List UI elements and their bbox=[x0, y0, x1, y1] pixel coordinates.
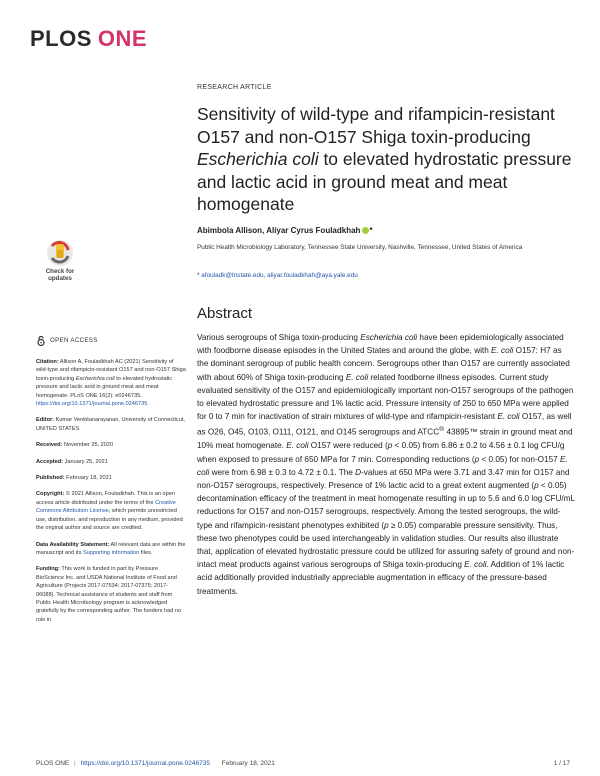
author-list bbox=[197, 226, 373, 235]
footer-date: February 18, 2021 bbox=[221, 760, 275, 767]
citation-doi-link[interactable]: https://doi.org/10.1371/journal.pone.0246735 bbox=[36, 401, 148, 408]
article-type: RESEARCH ARTICLE bbox=[197, 84, 272, 91]
abstract-heading: Abstract bbox=[197, 305, 253, 322]
logo-one: ONE bbox=[97, 26, 148, 51]
article-title: Sensitivity of wild-type and rifampicin-resistant O157 and non-O157 Shiga toxin-producing Escherichia coli to elevated hydrostatic pressure and lactic acid in ground meat and meat homogenate bbox=[197, 104, 572, 214]
page-number: 1 / 17 bbox=[553, 760, 570, 767]
email-link-2[interactable]: aliyar.fouladkhah@aya.yale.edu bbox=[267, 272, 358, 279]
copyright: Copyright: © 2021 Allison, Fouladkhah. This is an open access article distributed under the terms of the Creative Commons Attribution License, which permits unrestricted use, distribution, and reproduction in any medium, provided the original author and source are credited. bbox=[36, 491, 183, 532]
email-link-1[interactable]: afouladk@tnstate.edu bbox=[201, 272, 264, 279]
logo-plos: PLOS bbox=[30, 26, 92, 51]
abstract-body: Various serogroups of Shiga toxin-producing Escherichia coli have been epidemiologically associated with foodborne disease episodes in the United States and around the globe, with E. coli O157: H7 as the dominant serogroup of public health concern. Serogroups other than O157 are currently associated with about 60% of Shiga toxin-producing E. coli related foodborne illness episodes. Current study evaluated sensitivity of the O157 and epidemiologically important non-O157 serogroups of the pathogen to elevated hydrostatic pressure and 1% lactic acid. Pressure intensity of 250 to 650 MPa were applied for 0 to 7 min for inactivation of strain mixtures of wild-type and rifampicin-resistant E. coli O157, as well as O26, O45, O103, O111, O121, and O145 serogroups and ATCC® 43895™ strain in ground meat and 10% meat homogenate. E. coli O157 were reduced (p < 0.05) from 6.86 ± 0.2 to 4.56 ± 0.1 log CFU/g when exposed to pressure of 650 MPa for 7 min. Corresponding reductions (p < 0.05) for non-O157 E. coli were from 6.98 ± 0.3 to 4.72 ± 0.1. The D-values at 650 MPa were 3.71 and 3.47 min for O157 and non-O157 serogroups, respectively. Presence of 1% lactic acid to a great extent augmented (p < 0.05) decontamination efficacy of the treatment in meat homogenate resulting in up to 5.6 and 6.0 log CFU/mL reductions for O157 and non-O157 serogroups, respectively. Among the tested serogroups, the wild-type and rifampicin-resistant phenotypes exhibited (p ≥ 0.05) comparable pressure sensitivity. Thus, these two phenotypes could be used interchangeably in validation studies. Our results also illustrate that, application of elevated hydrostatic pressure could be utilized for assuring safety of ground and non-intact meat products against various serogroups of Shiga toxin-producing E. coli. Addition of 1% lactic acid additionally provided industrially appreciable augmentation in efficacy of the pressure-based treatments. bbox=[197, 333, 575, 596]
funding: Funding: This work is funded in part by Pressure BioScience Inc. and USDA National Institute of Food and Agriculture (Projects 2017-07534; 2017-07375; 2017-06088). Technical assistance of students and staff from Public Health Microbiology program is acknowledged gratefully by the corresponding author. The funders had no role in bbox=[36, 566, 182, 623]
check-for-updates-label[interactable]: Check for updates bbox=[45, 268, 75, 282]
contact-emails: * afouladk@tnstate.edu, aliyar.fouladkhah@aya.yale.edu bbox=[197, 272, 358, 279]
supporting-info-link[interactable]: Supporting information bbox=[82, 549, 140, 556]
footer-journal: PLOS ONE bbox=[36, 760, 70, 767]
page-footer: PLOS ONE | https://doi.org/10.1371/journal.pone.0246735 February 18, 2021 bbox=[36, 760, 275, 767]
editor: Editor: Kumar Venkitanarayanan, University of Connecticut, UNITED STATES bbox=[36, 417, 185, 432]
citation: Citation: Allison A, Fouladkhah AC (2021) Sensitivity of wild-type and rifampicin-resistant O157 and non-O157 Shiga toxin-producing Escherichia coli to elevated hydrostatic pressure and lactic acid in ground meat and meat homogenate. PLoS ONE 16(2): e0246735. https://doi.org/10.1371/journal.pone.0246735 bbox=[36, 359, 186, 408]
article-sidebar bbox=[36, 336, 186, 632]
open-access-badge: OPEN ACCESS bbox=[36, 336, 186, 346]
accepted-date: Accepted: January 25, 2021 bbox=[36, 458, 108, 465]
received-date: Received: November 25, 2020 bbox=[36, 442, 114, 449]
journal-logo bbox=[30, 26, 147, 52]
published-date: Published: February 18, 2021 bbox=[36, 475, 112, 482]
authors-text: Abimbola Allison, Aliyar Cyrus Fouladkhah bbox=[197, 226, 361, 235]
footer-doi-link[interactable]: https://doi.org/10.1371/journal.pone.0246735 bbox=[80, 760, 210, 767]
open-access-lock-icon bbox=[36, 336, 46, 346]
corresponding-star: * bbox=[369, 226, 373, 235]
affiliation: Public Health Microbiology Laboratory, Tennessee State University, Nashville, Tennessee, United States of America bbox=[197, 244, 523, 251]
license-link[interactable]: Creative Commons Attribution License bbox=[36, 499, 176, 515]
data-availability: Data Availability Statement: All relevant data are within the manuscript and its Supporting information files. bbox=[36, 541, 186, 556]
